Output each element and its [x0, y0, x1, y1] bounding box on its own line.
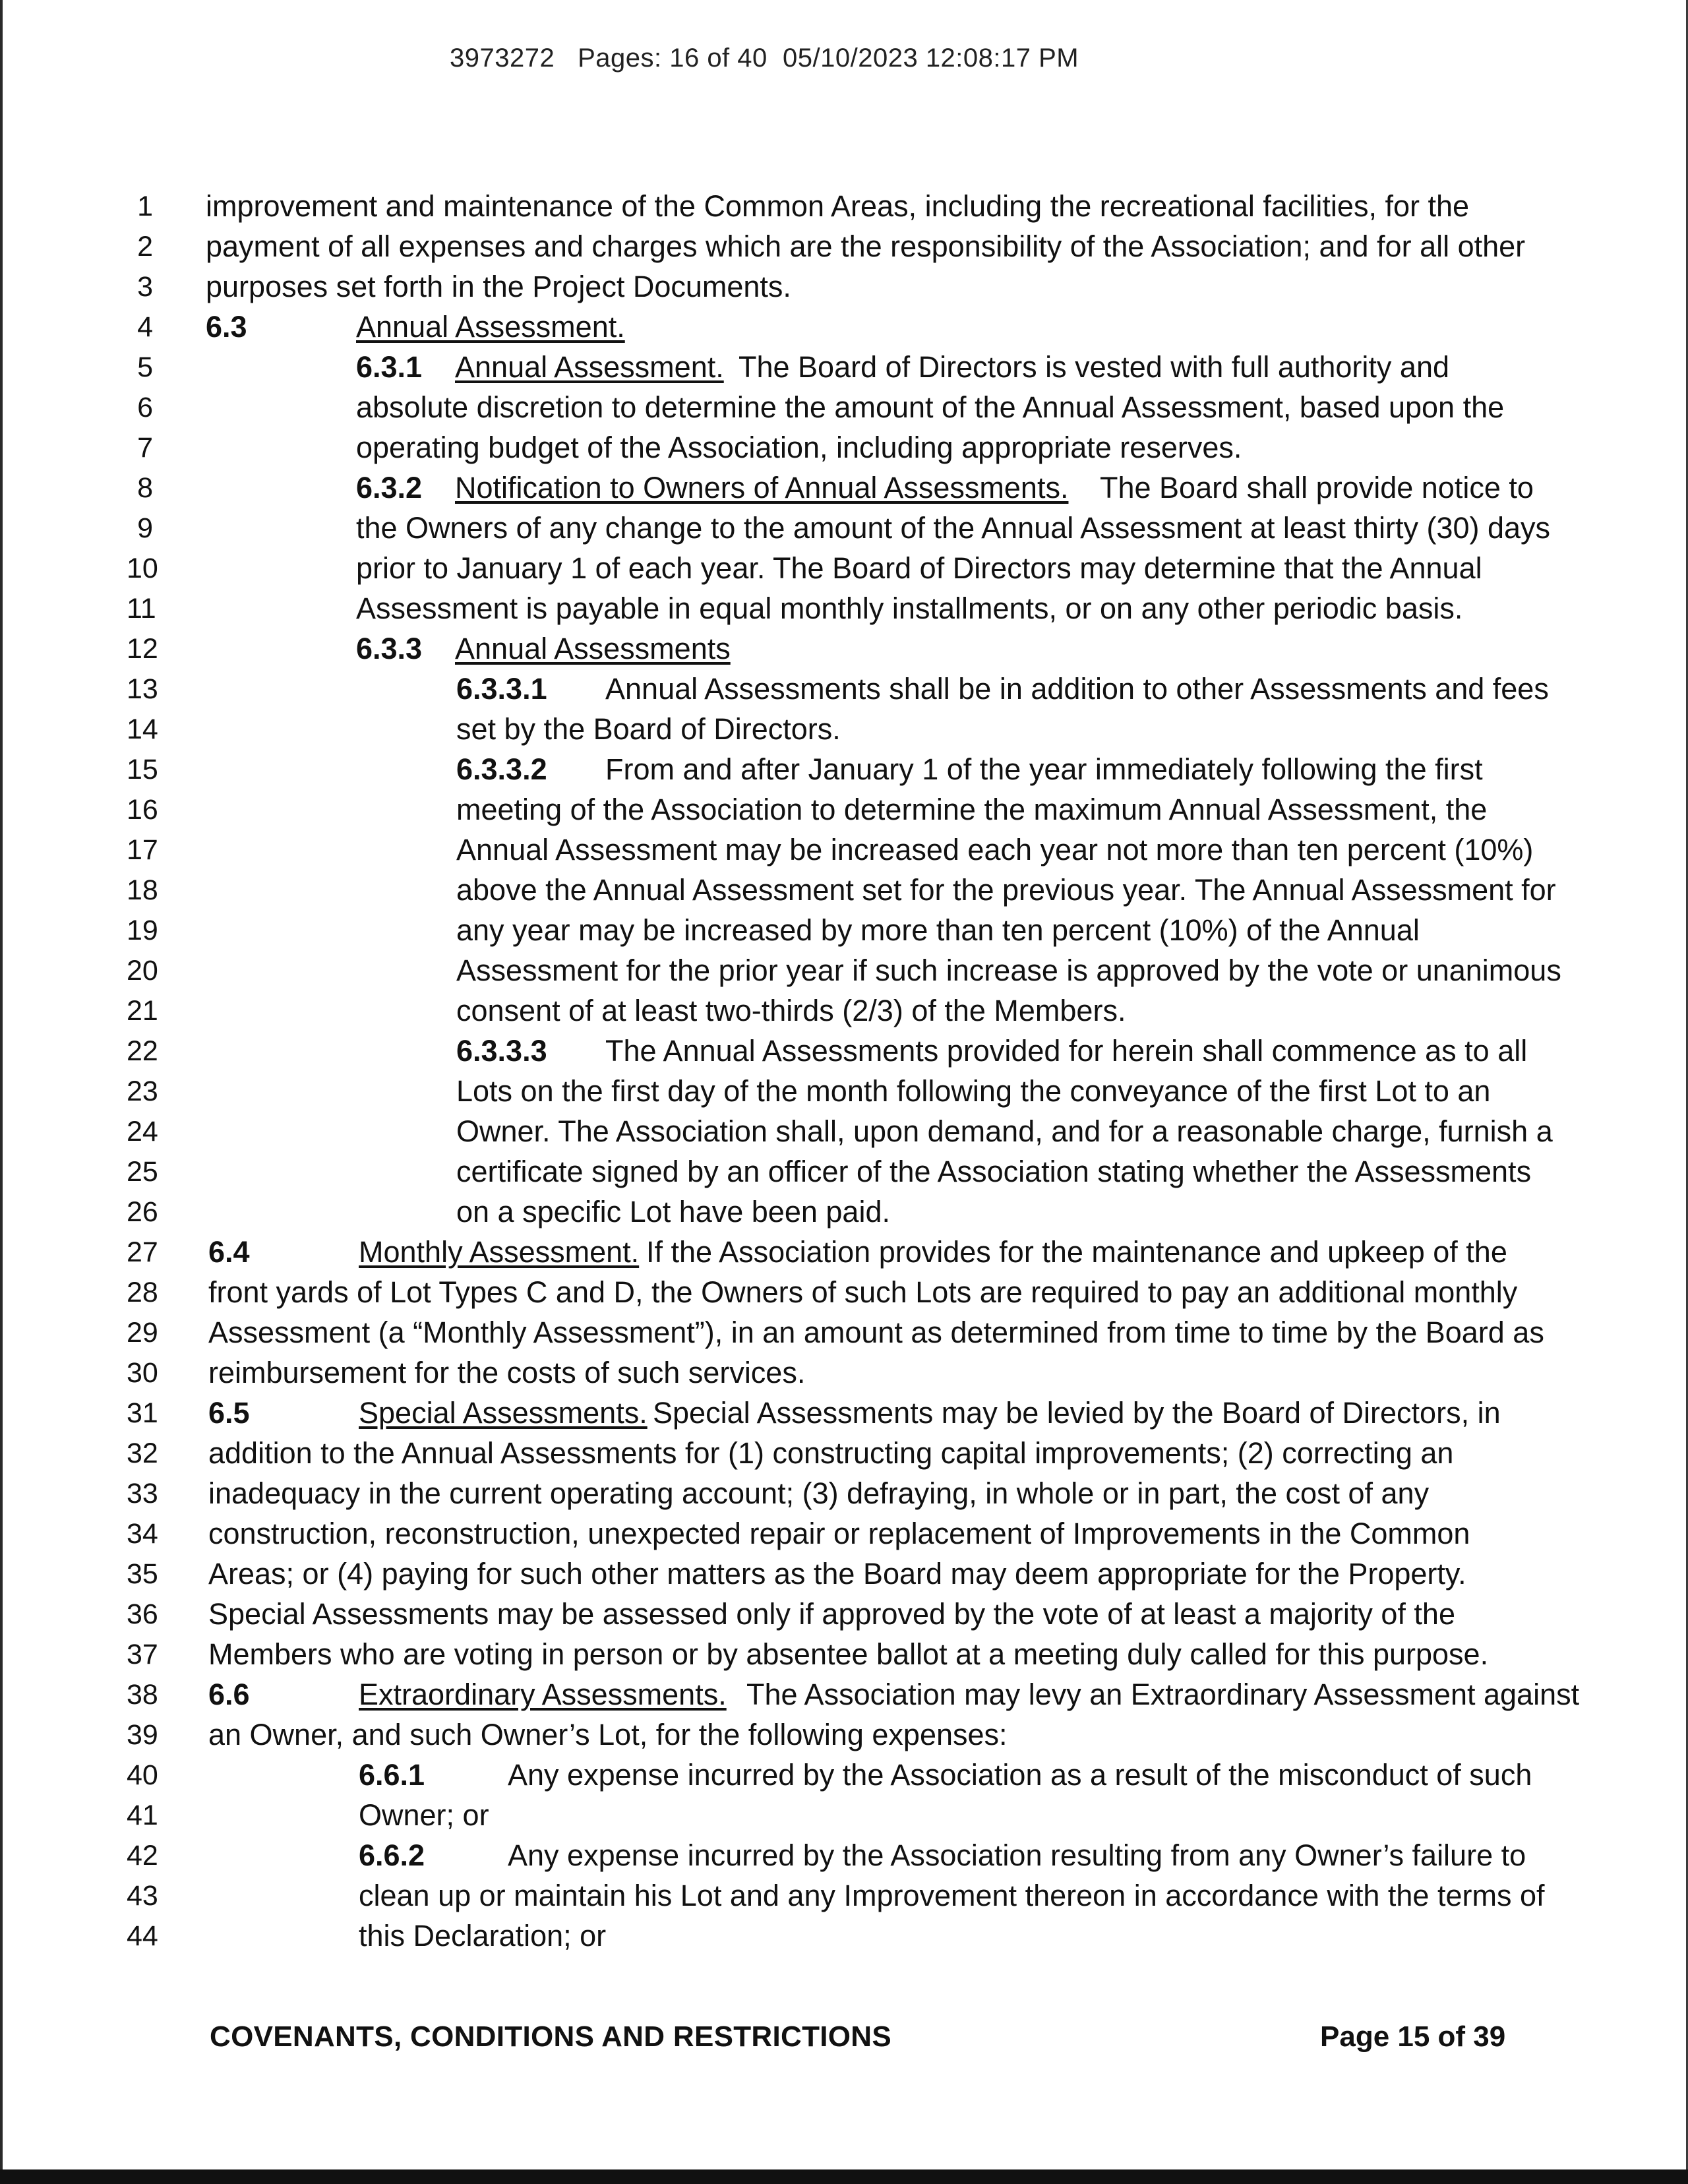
document-line [0, 1151, 1688, 1192]
line-text: Any expense incurred by the Association as a result of the misconduct of such [508, 1758, 1532, 1792]
section-title: Special Assessments. [359, 1396, 648, 1430]
document-line [0, 1031, 1688, 1072]
section-number: 6.3.3.2 [456, 752, 547, 786]
line-text: Special Assessments may be levied by the Board of Directors, in [653, 1396, 1501, 1430]
document-line [0, 990, 1688, 1031]
document-line [0, 628, 1688, 669]
line-text: The Board of Directors is vested with full authority and [738, 350, 1450, 384]
document-line [0, 387, 1688, 428]
section-title: Annual Assessment. [356, 310, 625, 344]
line-number: 20 [127, 955, 158, 986]
section-title: Notification to Owners of Annual Assessments. [455, 471, 1069, 504]
line-number: 38 [127, 1679, 158, 1711]
document-line [0, 427, 1688, 468]
line-number: 4 [137, 311, 153, 343]
document-line [0, 749, 1688, 790]
line-text: The Board shall provide notice to [1100, 471, 1534, 504]
line-text: Annual Assessment may be increased each year not more than ten percent (10%) [456, 833, 1534, 866]
section-number: 6.6.1 [359, 1758, 425, 1792]
document-line [0, 226, 1688, 267]
section-number: 6.3.2 [356, 471, 423, 504]
line-text: prior to January 1 of each year. The Board of Directors may determine that the Annual [356, 551, 1482, 585]
line-text: improvement and maintenance of the Common Areas, including the recreational facilities, for the [206, 189, 1470, 223]
section-number: 6.4 [208, 1235, 250, 1269]
section-number: 6.3.3.1 [456, 672, 547, 706]
line-number: 24 [127, 1116, 158, 1147]
document-line [0, 508, 1688, 549]
line-number: 27 [127, 1236, 158, 1268]
section-number: 6.6.2 [359, 1838, 425, 1872]
line-number: 29 [127, 1317, 158, 1349]
document-line [0, 588, 1688, 629]
line-number: 26 [127, 1196, 158, 1228]
line-number: 17 [127, 834, 158, 866]
line-text: Special Assessments may be assessed only if approved by the vote of at least a majority of the [208, 1597, 1455, 1631]
section-title: Annual Assessments [455, 632, 731, 665]
section-number: 6.3.3.3 [456, 1034, 547, 1068]
line-text: From and after January 1 of the year immediately following the first [605, 752, 1483, 786]
line-number: 31 [127, 1397, 158, 1429]
line-number: 30 [127, 1357, 158, 1389]
section-title: Extraordinary Assessments. [359, 1678, 727, 1711]
line-number: 41 [127, 1800, 158, 1831]
section-number: 6.6 [208, 1678, 250, 1711]
line-number: 11 [127, 593, 156, 624]
document-line [0, 1312, 1688, 1353]
document-line [0, 1916, 1688, 1957]
line-text: consent of at least two-thirds (2/3) of the Members. [456, 994, 1126, 1027]
line-number: 32 [127, 1438, 158, 1469]
line-text: an Owner, and such Owner’s Lot, for the following expenses: [208, 1718, 1008, 1751]
section-number: 6.3.3 [356, 632, 423, 665]
line-text: Assessment is payable in equal monthly installments, or on any other periodic basis. [356, 592, 1463, 625]
line-text: Assessment for the prior year if such increase is approved by the vote or unanimous [456, 954, 1561, 987]
line-number: 1 [137, 191, 153, 222]
line-number: 34 [127, 1518, 158, 1550]
line-number: 2 [137, 231, 153, 262]
line-text: absolute discretion to determine the amount of the Annual Assessment, based upon the [356, 390, 1505, 424]
line-number: 7 [137, 432, 153, 464]
line-text: set by the Board of Directors. [456, 712, 841, 746]
line-text: operating budget of the Association, including appropriate reserves. [356, 431, 1242, 464]
line-number: 37 [127, 1639, 158, 1670]
document-line [0, 1674, 1688, 1715]
line-text: this Declaration; or [359, 1919, 607, 1953]
line-text: The Association may levy an Extraordinary Assessment against [746, 1678, 1580, 1711]
section-title: Annual Assessment. [455, 350, 724, 384]
document-line [0, 910, 1688, 951]
line-text: clean up or maintain his Lot and any Improvement thereon in accordance with the terms of [359, 1879, 1545, 1912]
document-line [0, 789, 1688, 830]
document-line [0, 1795, 1688, 1836]
line-text: inadequacy in the current operating account; (3) defraying, in whole or in part, the cost of any [208, 1476, 1430, 1510]
document-line [0, 830, 1688, 870]
section-title: Monthly Assessment. [359, 1235, 640, 1269]
line-text: certificate signed by an officer of the Association stating whether the Assessments [456, 1155, 1532, 1188]
line-text: payment of all expenses and charges which are the responsibility of the Association; and for all other [206, 229, 1526, 263]
document-line [0, 1755, 1688, 1796]
line-number: 8 [137, 472, 153, 504]
line-number: 19 [127, 915, 158, 946]
line-number: 43 [127, 1880, 158, 1912]
document-line [0, 950, 1688, 991]
line-number: 18 [127, 874, 158, 906]
document-line [0, 1875, 1688, 1916]
line-number: 14 [127, 713, 158, 745]
footer-page-number: Page 15 of 39 [1320, 2020, 1506, 2053]
document-line [0, 1192, 1688, 1232]
line-text: reimbursement for the costs of such services. [208, 1356, 806, 1389]
scan-bottom-bar [0, 2169, 1688, 2184]
line-number: 39 [127, 1719, 158, 1751]
document-line [0, 1513, 1688, 1554]
document-line [0, 186, 1688, 227]
line-number: 15 [127, 754, 158, 785]
document-line [0, 1071, 1688, 1112]
footer-document-title: COVENANTS, CONDITIONS AND RESTRICTIONS [210, 2020, 892, 2053]
document-line [0, 1272, 1688, 1313]
document-line [0, 1473, 1688, 1514]
document-line [0, 870, 1688, 911]
document-line [0, 347, 1688, 388]
line-number: 3 [137, 271, 153, 303]
line-text: the Owners of any change to the amount of the Annual Assessment at least thirty (30) days [356, 511, 1551, 545]
line-text: Annual Assessments shall be in addition to other Assessments and fees [605, 672, 1549, 706]
line-number: 28 [127, 1277, 158, 1308]
line-text: Members who are voting in person or by absentee ballot at a meeting duly called for this purpose. [208, 1637, 1489, 1671]
line-text: above the Annual Assessment set for the previous year. The Annual Assessment for [456, 873, 1556, 907]
line-text: on a specific Lot have been paid. [456, 1195, 890, 1228]
line-number: 23 [127, 1076, 158, 1107]
line-number: 13 [127, 673, 158, 705]
line-text: Owner; or [359, 1798, 489, 1832]
line-number: 16 [127, 794, 158, 826]
document-line [0, 548, 1688, 589]
line-number: 36 [127, 1598, 158, 1630]
line-number: 25 [127, 1156, 158, 1188]
line-text: purposes set forth in the Project Documents. [206, 270, 791, 303]
line-number: 44 [127, 1920, 158, 1952]
document-line [0, 1232, 1688, 1273]
section-number: 6.5 [208, 1396, 250, 1430]
document-line [0, 1393, 1688, 1434]
document-line [0, 1714, 1688, 1755]
document-line [0, 1352, 1688, 1393]
document-line [0, 1835, 1688, 1876]
document-line [0, 1433, 1688, 1474]
line-text: Any expense incurred by the Association resulting from any Owner’s failure to [508, 1838, 1526, 1872]
line-number: 33 [127, 1478, 158, 1509]
section-number: 6.3 [206, 310, 247, 344]
recording-stamp: 3973272 Pages: 16 of 40 05/10/2023 12:08:17 PM [450, 44, 1079, 73]
document-line [0, 468, 1688, 508]
line-text: Owner. The Association shall, upon demand, and for a reasonable charge, furnish a [456, 1114, 1553, 1148]
line-text: any year may be increased by more than ten percent (10%) of the Annual [456, 913, 1420, 947]
section-number: 6.3.1 [356, 350, 423, 384]
line-number: 22 [127, 1035, 158, 1067]
line-number: 9 [137, 512, 153, 544]
line-number: 42 [127, 1840, 158, 1871]
line-text: Assessment (a “Monthly Assessment”), in an amount as determined from time to time by the Board as [208, 1316, 1544, 1349]
document-line [0, 1111, 1688, 1152]
line-number: 5 [137, 351, 153, 383]
line-text: If the Association provides for the maintenance and upkeep of the [646, 1235, 1507, 1269]
line-text: The Annual Assessments provided for herein shall commence as to all [605, 1034, 1528, 1068]
document-line [0, 307, 1688, 348]
line-number: 10 [127, 553, 158, 584]
line-text: addition to the Annual Assessments for (1) constructing capital improvements; (2) correcting an [208, 1436, 1454, 1470]
document-line [0, 1594, 1688, 1635]
document-line [0, 1554, 1688, 1594]
document-line [0, 1634, 1688, 1675]
line-text: Lots on the first day of the month following the conveyance of the first Lot to an [456, 1074, 1491, 1108]
line-number: 12 [127, 633, 158, 665]
line-number: 6 [137, 392, 153, 423]
line-number: 21 [127, 995, 158, 1027]
line-number: 40 [127, 1759, 158, 1791]
line-text: Areas; or (4) paying for such other matters as the Board may deem appropriate for the Property. [208, 1557, 1466, 1591]
line-number: 35 [127, 1558, 158, 1590]
line-text: front yards of Lot Types C and D, the Owners of such Lots are required to pay an additional monthly [208, 1275, 1518, 1309]
document-line [0, 266, 1688, 307]
line-text: construction, reconstruction, unexpected repair or replacement of Improvements in the Common [208, 1517, 1470, 1550]
line-text: meeting of the Association to determine the maximum Annual Assessment, the [456, 793, 1488, 826]
document-line [0, 669, 1688, 710]
document-line [0, 709, 1688, 750]
